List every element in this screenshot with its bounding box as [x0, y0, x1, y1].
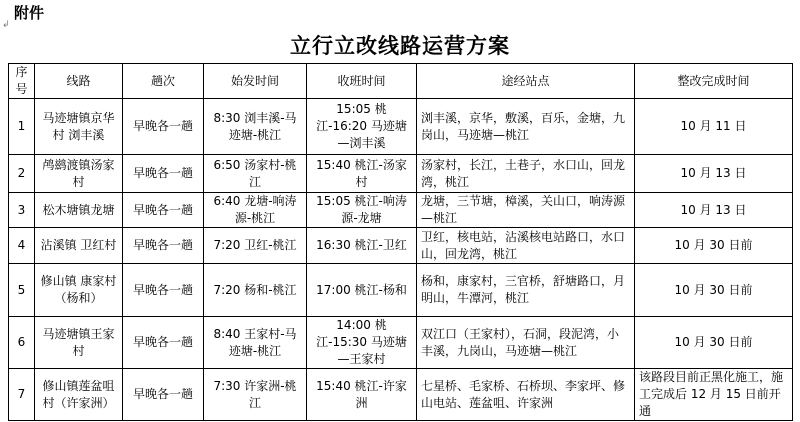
cell-route: 修山镇莲盆咀村（许家洲） [35, 369, 123, 421]
header-row [9, 64, 793, 99]
cell-no: 4 [9, 228, 35, 264]
cell-last: 15:05 桃江-响涛源-龙塘 [307, 193, 417, 228]
cell-depart: 6:50 汤家村-桃江 [204, 155, 307, 193]
cell-trips: 早晚各一趟 [123, 317, 204, 369]
cell-stops: 浏丰溪，京华，敷溪，百乐，金塘，九岗山，马迹塘—桃江 [417, 99, 635, 155]
cell-stops: 汤家村，长江，土巷子，水口山，回龙湾，桃江 [417, 155, 635, 193]
cell-deadline: 10 月 30 日前 [635, 228, 793, 264]
paragraph-anchor-icon: ↲ [2, 20, 10, 30]
cell-route: 修山镇 康家村（杨和） [35, 264, 123, 317]
cell-no: 2 [9, 155, 35, 193]
table-row [9, 155, 793, 193]
table-row [9, 193, 793, 228]
cell-trips: 早晚各一趟 [123, 228, 204, 264]
cell-deadline: 10 月 11 日 [635, 99, 793, 155]
cell-last: 15:05 桃江-16:20 马迹塘—浏丰溪 [307, 99, 417, 155]
cell-stops: 杨和，康家村，三官桥，舒塘路口，月明山，牛潭河，桃江 [417, 264, 635, 317]
table-row [9, 228, 793, 264]
table-row [9, 369, 793, 421]
cell-deadline: 10 月 13 日 [635, 155, 793, 193]
cell-depart: 7:20 卫红-桃江 [204, 228, 307, 264]
header-route: 线路 [35, 64, 123, 99]
cell-no: 5 [9, 264, 35, 317]
cell-stops: 卫红，核电站，沾溪核电站路口，水口山，回龙湾，桃江 [417, 228, 635, 264]
cell-trips: 早晚各一趟 [123, 155, 204, 193]
header-last-time: 收班时间 [307, 64, 417, 99]
header-trips: 趟次 [123, 64, 204, 99]
cell-stops: 七星桥、毛家桥、石桥坝、李家坪、修山电站、莲盆咀、许家洲 [417, 369, 635, 421]
cell-last: 16:30 桃江-卫红 [307, 228, 417, 264]
cell-deadline: 10 月 30 日前 [635, 317, 793, 369]
cell-stops: 龙塘，三节塘，樟溪，关山口，响涛源—桃江 [417, 193, 635, 228]
cell-depart: 8:40 王家村-马迹塘-桃江 [204, 317, 307, 369]
table-row [9, 317, 793, 369]
cell-last: 15:40 桃江-汤家村 [307, 155, 417, 193]
cell-trips: 早晚各一趟 [123, 369, 204, 421]
header-stops: 途经站点 [417, 64, 635, 99]
cell-last: 17:00 桃江-杨和 [307, 264, 417, 317]
cell-deadline: 该路段目前正黑化施工，施工完成后 12 月 15 日前开通 [635, 369, 793, 421]
cell-trips: 早晚各一趟 [123, 99, 204, 155]
cell-no: 3 [9, 193, 35, 228]
cell-no: 1 [9, 99, 35, 155]
table-row [9, 99, 793, 155]
cell-route: 马迹塘镇京华村 浏丰溪 [35, 99, 123, 155]
cell-depart: 6:40 龙塘-响涛源-桃江 [204, 193, 307, 228]
cell-trips: 早晚各一趟 [123, 193, 204, 228]
table-row [9, 264, 793, 317]
cell-route: 松木塘镇龙塘 [35, 193, 123, 228]
header-no: 序号 [9, 64, 35, 99]
cell-route: 鸬鹚渡镇汤家村 [35, 155, 123, 193]
cell-no: 7 [9, 369, 35, 421]
header-deadline: 整改完成时间 [635, 64, 793, 99]
route-plan-table [8, 63, 793, 421]
cell-last: 14:00 桃江-15:30 马迹塘—王家村 [307, 317, 417, 369]
attachment-label: 附件 [14, 4, 45, 22]
cell-route: 沾溪镇 卫红村 [35, 228, 123, 264]
cell-route: 马迹塘镇王家村 [35, 317, 123, 369]
cell-depart: 8:30 浏丰溪-马迹塘-桃江 [204, 99, 307, 155]
cell-stops: 双江口（王家村），石洞，段泥湾，小丰溪，九岗山，马迹塘—桃江 [417, 317, 635, 369]
document-title: 立行立改线路运营方案 [290, 34, 510, 58]
cell-depart: 7:30 许家洲-桃江 [204, 369, 307, 421]
cell-no: 6 [9, 317, 35, 369]
cell-depart: 7:20 杨和-桃江 [204, 264, 307, 317]
cell-trips: 早晚各一趟 [123, 264, 204, 317]
header-depart-time: 始发时间 [204, 64, 307, 99]
cell-deadline: 10 月 30 日前 [635, 264, 793, 317]
cell-deadline: 10 月 13 日 [635, 193, 793, 228]
cell-last: 15:40 桃江-许家洲 [307, 369, 417, 421]
